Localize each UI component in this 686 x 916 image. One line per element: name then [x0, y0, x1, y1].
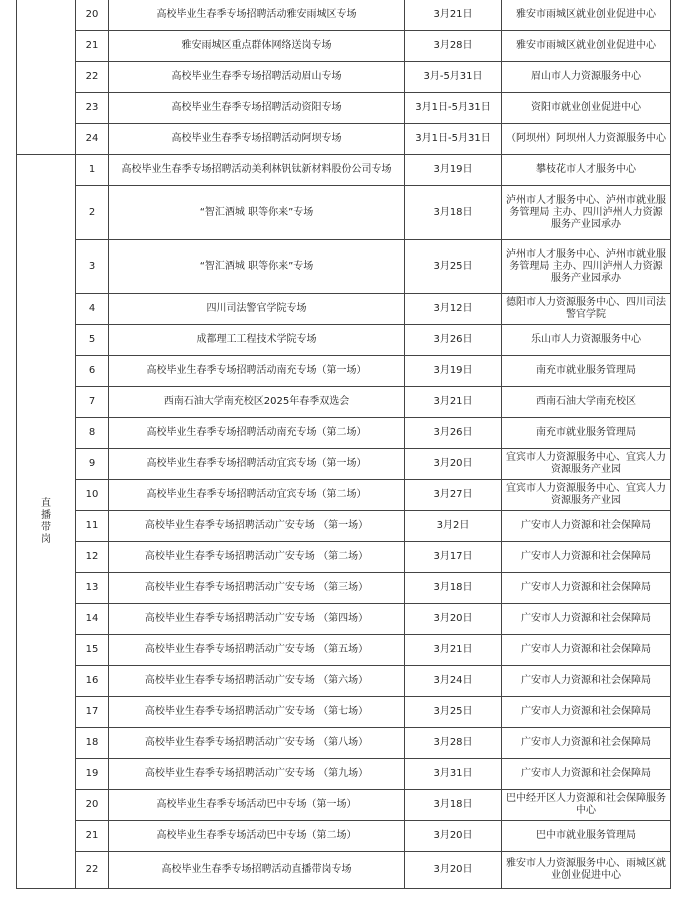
no-cell: 7	[76, 387, 109, 418]
date-cell: 3月18日	[405, 186, 502, 240]
org-cell: 乐山市人力资源服务中心	[502, 325, 671, 356]
no-cell: 6	[76, 356, 109, 387]
org-cell: 南充市就业服务管理局	[502, 418, 671, 449]
org-cell: 西南石油大学南充校区	[502, 387, 671, 418]
name-cell: 高校毕业生春季专场招聘活动广安专场 （第一场）	[109, 511, 405, 542]
date-cell: 3月-5月31日	[405, 62, 502, 93]
org-cell: 广安市人力资源和社会保障局	[502, 697, 671, 728]
date-cell: 3月27日	[405, 480, 502, 511]
table-row	[17, 93, 671, 124]
no-cell: 9	[76, 449, 109, 480]
table-row	[17, 790, 671, 821]
table-row	[17, 573, 671, 604]
date-cell: 3月26日	[405, 325, 502, 356]
name-cell: 高校毕业生春季专场活动巴中专场（第二场）	[109, 821, 405, 852]
name-cell: 高校毕业生春季专场招聘活动雅安雨城区专场	[109, 0, 405, 31]
no-cell: 5	[76, 325, 109, 356]
no-cell: 13	[76, 573, 109, 604]
name-cell: 高校毕业生春季专场招聘活动广安专场 （第四场）	[109, 604, 405, 635]
table-row	[17, 325, 671, 356]
date-cell: 3月28日	[405, 728, 502, 759]
no-cell: 16	[76, 666, 109, 697]
name-cell: “智汇酒城 职等你来”专场	[109, 186, 405, 240]
date-cell: 3月24日	[405, 666, 502, 697]
name-cell: 高校毕业生春季专场招聘活动美利林钒钛新材料股份公司专场	[109, 155, 405, 186]
table-row	[17, 666, 671, 697]
no-cell: 1	[76, 155, 109, 186]
org-cell: 攀枝花市人才服务中心	[502, 155, 671, 186]
no-cell: 19	[76, 759, 109, 790]
date-cell: 3月1日-5月31日	[405, 93, 502, 124]
table-row	[17, 387, 671, 418]
name-cell: 高校毕业生春季专场招聘活动眉山专场	[109, 62, 405, 93]
name-cell: 成都理工工程技术学院专场	[109, 325, 405, 356]
date-cell: 3月20日	[405, 821, 502, 852]
date-cell: 3月25日	[405, 697, 502, 728]
table-row	[17, 480, 671, 511]
table-row	[17, 294, 671, 325]
no-cell: 24	[76, 124, 109, 155]
table-row	[17, 697, 671, 728]
org-cell: 眉山市人力资源服务中心	[502, 62, 671, 93]
date-cell: 3月20日	[405, 852, 502, 889]
table-row	[17, 0, 671, 31]
date-cell: 3月19日	[405, 155, 502, 186]
no-cell: 20	[76, 790, 109, 821]
org-cell: 宜宾市人力资源服务中心、宜宾人力资源服务产业园	[502, 480, 671, 511]
no-cell: 17	[76, 697, 109, 728]
org-cell: 广安市人力资源和社会保障局	[502, 728, 671, 759]
table-row	[17, 186, 671, 240]
name-cell: 高校毕业生春季专场招聘活动宜宾专场（第二场）	[109, 480, 405, 511]
table-row	[17, 240, 671, 294]
no-cell: 21	[76, 31, 109, 62]
org-cell: 巴中市就业服务管理局	[502, 821, 671, 852]
date-cell: 3月18日	[405, 790, 502, 821]
category-cell	[17, 0, 76, 155]
org-cell: 雅安市人力资源服务中心、雨城区就业创业促进中心	[502, 852, 671, 889]
table-row	[17, 759, 671, 790]
table-row	[17, 356, 671, 387]
org-cell: 南充市就业服务管理局	[502, 356, 671, 387]
name-cell: 高校毕业生春季专场活动巴中专场（第一场）	[109, 790, 405, 821]
org-cell: 广安市人力资源和社会保障局	[502, 511, 671, 542]
table-row	[17, 542, 671, 573]
name-cell: 高校毕业生春季专场招聘活动广安专场 （第五场）	[109, 635, 405, 666]
no-cell: 23	[76, 93, 109, 124]
date-cell: 3月26日	[405, 418, 502, 449]
name-cell: 高校毕业生春季专场招聘活动南充专场（第一场）	[109, 356, 405, 387]
no-cell: 3	[76, 240, 109, 294]
date-cell: 3月20日	[405, 604, 502, 635]
job-fair-table	[16, 0, 671, 889]
org-cell: 雅安市雨城区就业创业促进中心	[502, 31, 671, 62]
name-cell: 雅安雨城区重点群体网络送岗专场	[109, 31, 405, 62]
no-cell: 11	[76, 511, 109, 542]
date-cell: 3月12日	[405, 294, 502, 325]
date-cell: 3月31日	[405, 759, 502, 790]
org-cell: 泸州市人才服务中心、泸州市就业服务管理局 主办、四川泸州人力资源服务产业园承办	[502, 240, 671, 294]
table-body	[17, 0, 671, 889]
name-cell: “智汇酒城 职等你来”专场	[109, 240, 405, 294]
org-cell: 德阳市人力资源服务中心、四川司法警官学院	[502, 294, 671, 325]
date-cell: 3月21日	[405, 0, 502, 31]
no-cell: 20	[76, 0, 109, 31]
table-row	[17, 852, 671, 889]
no-cell: 21	[76, 821, 109, 852]
org-cell: 资阳市就业创业促进中心	[502, 93, 671, 124]
date-cell: 3月17日	[405, 542, 502, 573]
name-cell: 高校毕业生春季专场招聘活动广安专场 （第九场）	[109, 759, 405, 790]
date-cell: 3月28日	[405, 31, 502, 62]
name-cell: 高校毕业生春季专场招聘活动广安专场 （第六场）	[109, 666, 405, 697]
name-cell: 高校毕业生春季专场招聘活动广安专场 （第七场）	[109, 697, 405, 728]
org-cell: 巴中经开区人力资源和社会保障服务中心	[502, 790, 671, 821]
table-row	[17, 155, 671, 186]
org-cell: （阿坝州）阿坝州人力资源服务中心	[502, 124, 671, 155]
table-row	[17, 449, 671, 480]
date-cell: 3月20日	[405, 449, 502, 480]
table-row	[17, 62, 671, 93]
name-cell: 高校毕业生春季专场招聘活动广安专场 （第三场）	[109, 573, 405, 604]
no-cell: 4	[76, 294, 109, 325]
table-row	[17, 124, 671, 155]
date-cell: 3月2日	[405, 511, 502, 542]
date-cell: 3月1日-5月31日	[405, 124, 502, 155]
name-cell: 高校毕业生春季专场招聘活动阿坝专场	[109, 124, 405, 155]
no-cell: 10	[76, 480, 109, 511]
date-cell: 3月19日	[405, 356, 502, 387]
no-cell: 18	[76, 728, 109, 759]
org-cell: 广安市人力资源和社会保障局	[502, 604, 671, 635]
no-cell: 22	[76, 852, 109, 889]
name-cell: 西南石油大学南充校区2025年春季双选会	[109, 387, 405, 418]
no-cell: 12	[76, 542, 109, 573]
org-cell: 雅安市雨城区就业创业促进中心	[502, 0, 671, 31]
category-cell: 直 播 带 岗	[17, 155, 76, 889]
org-cell: 广安市人力资源和社会保障局	[502, 666, 671, 697]
no-cell: 15	[76, 635, 109, 666]
date-cell: 3月18日	[405, 573, 502, 604]
table-row	[17, 635, 671, 666]
table-row	[17, 821, 671, 852]
table-row	[17, 31, 671, 62]
no-cell: 22	[76, 62, 109, 93]
date-cell: 3月25日	[405, 240, 502, 294]
no-cell: 2	[76, 186, 109, 240]
date-cell: 3月21日	[405, 635, 502, 666]
name-cell: 高校毕业生春季专场招聘活动广安专场 （第二场）	[109, 542, 405, 573]
org-cell: 宜宾市人力资源服务中心、宜宾人力资源服务产业园	[502, 449, 671, 480]
table-row	[17, 728, 671, 759]
table-row	[17, 604, 671, 635]
no-cell: 8	[76, 418, 109, 449]
org-cell: 广安市人力资源和社会保障局	[502, 635, 671, 666]
name-cell: 高校毕业生春季专场招聘活动宜宾专场（第一场）	[109, 449, 405, 480]
name-cell: 高校毕业生春季专场招聘活动资阳专场	[109, 93, 405, 124]
name-cell: 四川司法警官学院专场	[109, 294, 405, 325]
date-cell: 3月21日	[405, 387, 502, 418]
no-cell: 14	[76, 604, 109, 635]
table-row	[17, 418, 671, 449]
name-cell: 高校毕业生春季专场招聘活动广安专场 （第八场）	[109, 728, 405, 759]
org-cell: 广安市人力资源和社会保障局	[502, 759, 671, 790]
org-cell: 泸州市人才服务中心、泸州市就业服务管理局 主办、四川泸州人力资源服务产业园承办	[502, 186, 671, 240]
table-row	[17, 511, 671, 542]
org-cell: 广安市人力资源和社会保障局	[502, 573, 671, 604]
name-cell: 高校毕业生春季专场招聘活动直播带岗专场	[109, 852, 405, 889]
name-cell: 高校毕业生春季专场招聘活动南充专场（第二场）	[109, 418, 405, 449]
org-cell: 广安市人力资源和社会保障局	[502, 542, 671, 573]
